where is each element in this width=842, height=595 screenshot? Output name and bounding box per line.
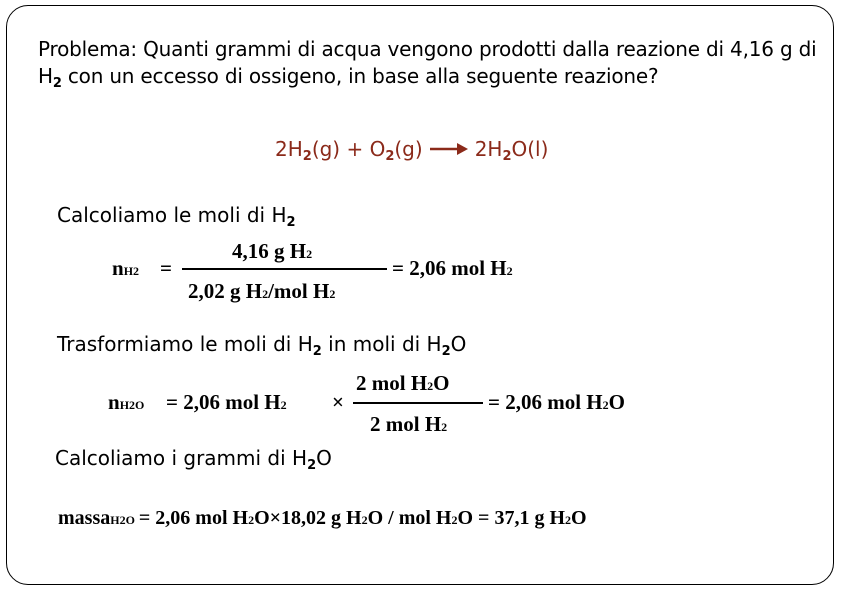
eq3-expr-a: = 2,06 mol H <box>138 507 249 529</box>
eq2-mid-text: = 2,06 mol H <box>166 390 281 414</box>
eq1-fraction-bar <box>182 268 387 270</box>
eq2-mid <box>166 390 287 415</box>
eq2-lhs <box>108 390 144 415</box>
subscript: 2 <box>565 513 571 527</box>
subscript: 2 <box>248 513 255 527</box>
subscript: 2 <box>262 287 269 301</box>
eq3-massa-sub: H2O <box>110 513 135 527</box>
eq2-num-a: 2 mol H <box>356 371 428 395</box>
subscript: 2 <box>280 398 287 412</box>
subscript: 2 <box>441 344 451 359</box>
eq1-den-b: /mol H <box>268 279 330 303</box>
step-1-text: Calcoliamo le moli di H <box>57 203 287 227</box>
subscript: 2 <box>602 398 609 412</box>
subscript: 2 <box>302 149 312 164</box>
eq2-result <box>488 390 625 415</box>
eq2-n: n <box>108 390 120 414</box>
subscript: 2 <box>52 76 62 91</box>
subscript: 2 <box>385 149 395 164</box>
eq2-result-b: O <box>608 390 625 414</box>
problem-label: Problema: <box>38 37 137 61</box>
subscript: 2 <box>506 264 513 278</box>
eq1-denominator <box>188 279 335 304</box>
eq1-den-a: 2,02 g H <box>188 279 263 303</box>
product-state: O(l) <box>511 137 549 161</box>
step-2-text-a: Trasformiamo le moli di H <box>57 332 313 356</box>
eq3-expr-c: O / mol H <box>367 507 452 529</box>
problem-statement <box>38 36 818 97</box>
reactant-state: (g) <box>394 137 423 161</box>
step-3-text-b: O <box>316 446 332 470</box>
subscript: 2 <box>312 344 322 359</box>
eq1-n-sub: H2 <box>123 264 140 278</box>
subscript: 2 <box>306 247 313 261</box>
problem-text-1: Quanti grammi di acqua vengono prodotti dalla reazione di 4,16 g di H <box>38 37 817 88</box>
eq1-lhs <box>112 256 139 281</box>
subscript: 2 <box>361 513 368 527</box>
eq2-fraction-bar <box>353 402 483 404</box>
subscript: 2 <box>502 149 512 164</box>
step-2-text-b: in moli di H <box>321 332 442 356</box>
eq2-num-b: O <box>433 371 450 395</box>
step-3-text-a: Calcoliamo i grammi di H <box>55 446 308 470</box>
step-3-heading <box>55 446 332 473</box>
reactant-h2: 2H <box>275 137 303 161</box>
eq2-times: × <box>332 390 344 414</box>
eq3-expr-e: O <box>571 507 587 529</box>
eq1-num-text: 4,16 g H <box>232 239 307 263</box>
eq1-result <box>392 256 513 281</box>
eq2-den-text: 2 mol H <box>370 412 442 436</box>
problem-text-2: con un eccesso di ossigeno, in base alla seguente reazione? <box>61 64 659 88</box>
step-2-heading <box>57 332 466 359</box>
eq1-result-text: = 2,06 mol H <box>392 256 507 280</box>
eq3-expr-d: O = 37,1 g H <box>457 507 565 529</box>
reactant-o2: (g) + O <box>311 137 386 161</box>
subscript: 2 <box>329 287 336 301</box>
eq2-result-a: = 2,06 mol H <box>488 390 603 414</box>
subscript: 2 <box>286 215 296 230</box>
eq3 <box>58 507 587 530</box>
eq1-equals: = <box>160 256 172 280</box>
step-1-heading <box>57 203 296 230</box>
eq3-expr-b: O×18,02 g H <box>254 507 362 529</box>
eq2-denominator <box>370 412 447 437</box>
eq1-numerator <box>232 239 312 264</box>
subscript: 2 <box>307 458 317 473</box>
reaction-arrow-icon <box>429 141 469 157</box>
reaction-equation <box>275 137 548 164</box>
subscript: 2 <box>441 420 448 434</box>
step-2-text-c: O <box>450 332 467 356</box>
eq3-massa: massa <box>58 507 111 529</box>
eq1-n: n <box>112 256 124 280</box>
eq2-numerator <box>356 371 450 396</box>
eq2-n-sub: H2O <box>119 398 145 412</box>
subscript: 2 <box>427 379 434 393</box>
subscript: 2 <box>451 513 458 527</box>
product-h2o: 2H <box>474 137 503 161</box>
